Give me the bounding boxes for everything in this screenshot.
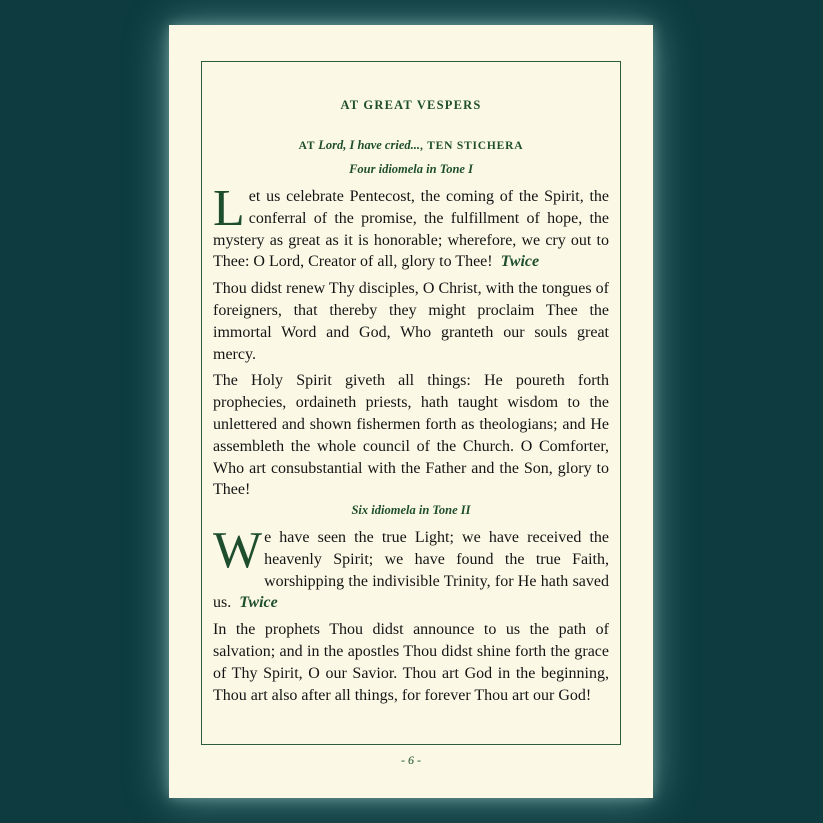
text-block-2 xyxy=(213,522,609,706)
tone-heading-2: Six idiomela in Tone II xyxy=(351,503,471,517)
drop-cap-l: L xyxy=(213,180,245,237)
subhead-suffix: , TEN STICHERA xyxy=(420,140,524,152)
paragraph-4 xyxy=(213,522,609,614)
drop-cap-w: W xyxy=(213,522,263,579)
stichera-subheading xyxy=(169,138,653,153)
paragraph-5: In the prophets Thou didst announce to us the path of salvation; and in the apostles Thou didst shine forth the grace of Thy Spirit, O our Savior. Thou art God in the beginning, Thou art also after all things, for forever Thou art our God! xyxy=(213,621,609,704)
subhead-prefix: AT xyxy=(298,140,316,152)
twice-marker-2: Twice xyxy=(239,594,278,612)
paragraph-4-text: e have seen the true Light; we have received the heavenly Spirit; we have found the true Faith, worshipping the indivisible Trinity, for He hath saved us. xyxy=(213,529,609,612)
paragraph-3: The Holy Spirit giveth all things: He poureth forth prophecies, ordaineth priests, hath taught wisdom to the unlettered and shown fishermen forth as theologians; and He assembleth the whole council of the Church. O Comforter, Who art consubstantial with the Father and the Son, glory to Thee! xyxy=(213,372,609,499)
twice-marker-1: Twice xyxy=(500,253,540,271)
paragraph-2: Thou didst renew Thy disciples, O Christ, with the tongues of foreigners, that thereby they might proclaim Thee the immortal Word and God, Who granteth our souls great mercy. xyxy=(213,280,609,363)
tone-heading-1: Four idiomela in Tone I xyxy=(349,162,473,176)
subhead-title: Lord, I have cried... xyxy=(318,138,420,152)
paragraph-1 xyxy=(213,180,609,273)
book-page xyxy=(169,25,653,798)
text-block-1 xyxy=(213,180,609,501)
section-heading: AT GREAT VESPERS xyxy=(340,98,482,112)
page-number: - 6 - xyxy=(401,753,421,767)
paragraph-1-text: et us celebrate Pentecost, the coming of the Spirit, the conferral of the promise, the fulfillment of hope, the mystery as great as it is honorable; wherefore, we cry out to Thee: O Lord, Creator of all, glory to Thee! xyxy=(213,188,609,271)
